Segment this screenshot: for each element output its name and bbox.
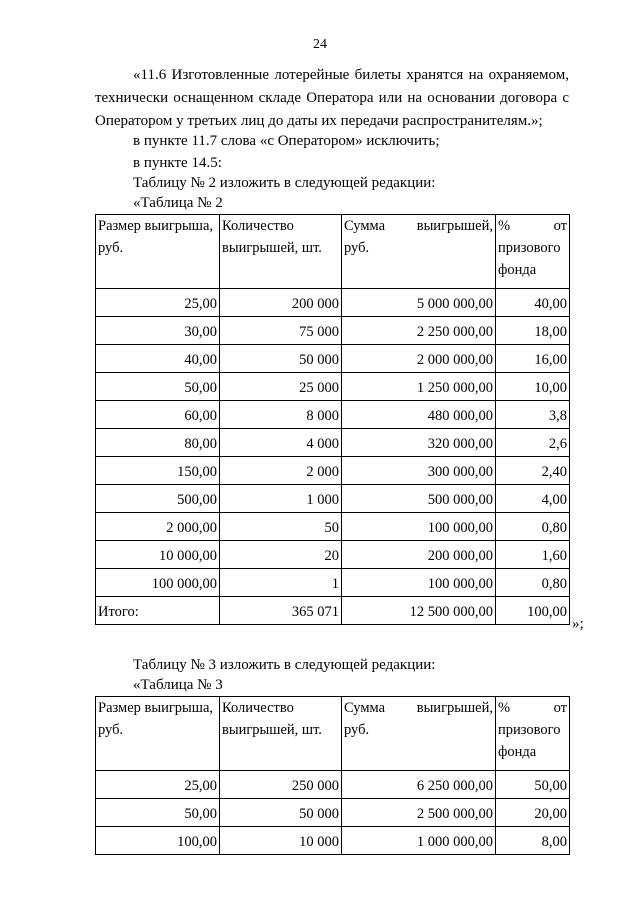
table2-title: «Таблица № 2 <box>133 195 223 211</box>
cell-sum: 1 250 000,00 <box>342 373 496 401</box>
table-header-row <box>96 697 570 771</box>
cell-size: 25,00 <box>96 289 220 317</box>
cell-pct: 0,80 <box>496 569 570 597</box>
cell-count: 2 000 <box>220 457 342 485</box>
cell-size: 50,00 <box>96 799 220 827</box>
cell-size: 40,00 <box>96 345 220 373</box>
header-count: Количество выигрышей, шт. <box>220 215 342 289</box>
cell-count: 50 000 <box>220 345 342 373</box>
cell-size: 80,00 <box>96 429 220 457</box>
header-pct-rest: призового фонда <box>498 240 561 278</box>
table3-intro: Таблицу № 3 изложить в следующей редакции: <box>133 657 436 673</box>
amendment-11-7: в пункте 11.7 слова «с Оператором» исключить; <box>133 133 440 149</box>
cell-count: 10 000 <box>220 827 342 855</box>
cell-pct: 3,8 <box>496 401 570 429</box>
header-pct-rest: призового фонда <box>498 722 561 760</box>
cell-sum: 100 000,00 <box>342 513 496 541</box>
cell-sum: 100 000,00 <box>342 569 496 597</box>
cell-sum: 480 000,00 <box>342 401 496 429</box>
table-row <box>96 401 570 429</box>
cell-size: 25,00 <box>96 771 220 799</box>
table-row <box>96 429 570 457</box>
header-sum-unit: руб. <box>344 722 370 738</box>
cell-sum: 1 000 000,00 <box>342 827 496 855</box>
cell-sum: 300 000,00 <box>342 457 496 485</box>
cell-sum: 2 500 000,00 <box>342 799 496 827</box>
cell-pct: 0,80 <box>496 513 570 541</box>
cell-pct: 1,60 <box>496 541 570 569</box>
header-pct-left: % <box>498 218 511 234</box>
cell-size: 60,00 <box>96 401 220 429</box>
total-pct: 100,00 <box>496 597 570 625</box>
cell-size: 30,00 <box>96 317 220 345</box>
table3-title: «Таблица № 3 <box>133 677 223 693</box>
cell-pct: 2,6 <box>496 429 570 457</box>
header-pct-right: от <box>553 218 567 234</box>
header-sum-left: Сумма <box>344 700 386 716</box>
prize-table-2 <box>95 214 570 625</box>
table-row <box>96 569 570 597</box>
header-sum <box>342 215 496 289</box>
total-count: 365 071 <box>220 597 342 625</box>
cell-count: 200 000 <box>220 289 342 317</box>
table2-intro: Таблицу № 2 изложить в следующей редакции: <box>133 175 436 191</box>
cell-count: 25 000 <box>220 373 342 401</box>
header-sum-right: выигрышей, <box>416 700 493 716</box>
table-header-row <box>96 215 570 289</box>
amendment-14-5: в пункте 14.5: <box>133 155 222 171</box>
page-number: 24 <box>313 37 327 52</box>
table-row <box>96 799 570 827</box>
cell-pct: 50,00 <box>496 771 570 799</box>
total-row <box>96 597 570 625</box>
cell-count: 50 <box>220 513 342 541</box>
cell-pct: 2,40 <box>496 457 570 485</box>
header-sum-left: Сумма <box>344 218 386 234</box>
paragraph-11-6: «11.6 Изготовленные лотерейные билеты хранятся на охраняемом, технически оснащенном складе Оператора или на основании договора с Оператором у третьих лиц до даты их передачи распространителям.»; <box>95 67 569 129</box>
cell-pct: 10,00 <box>496 373 570 401</box>
total-label: Итого: <box>96 597 220 625</box>
closing-quote: »; <box>572 616 584 632</box>
header-pct-right: от <box>553 700 567 716</box>
table-row <box>96 541 570 569</box>
cell-count: 250 000 <box>220 771 342 799</box>
cell-size: 100,00 <box>96 827 220 855</box>
table-row <box>96 289 570 317</box>
table-row <box>96 827 570 855</box>
header-pct-left: % <box>498 700 511 716</box>
cell-sum: 320 000,00 <box>342 429 496 457</box>
cell-count: 75 000 <box>220 317 342 345</box>
cell-pct: 18,00 <box>496 317 570 345</box>
cell-pct: 40,00 <box>496 289 570 317</box>
table-row <box>96 317 570 345</box>
cell-sum: 500 000,00 <box>342 485 496 513</box>
header-pct <box>496 215 570 289</box>
table-row <box>96 771 570 799</box>
cell-count: 1 <box>220 569 342 597</box>
cell-sum: 6 250 000,00 <box>342 771 496 799</box>
cell-size: 2 000,00 <box>96 513 220 541</box>
cell-count: 1 000 <box>220 485 342 513</box>
cell-size: 10 000,00 <box>96 541 220 569</box>
table-row <box>96 485 570 513</box>
table-row <box>96 513 570 541</box>
header-sum <box>342 697 496 771</box>
header-size: Размер выигрыша, руб. <box>96 697 220 771</box>
cell-size: 500,00 <box>96 485 220 513</box>
cell-sum: 2 250 000,00 <box>342 317 496 345</box>
cell-sum: 2 000 000,00 <box>342 345 496 373</box>
cell-pct: 4,00 <box>496 485 570 513</box>
header-count: Количество выигрышей, шт. <box>220 697 342 771</box>
cell-sum: 5 000 000,00 <box>342 289 496 317</box>
cell-count: 4 000 <box>220 429 342 457</box>
table-row <box>96 373 570 401</box>
cell-count: 50 000 <box>220 799 342 827</box>
cell-pct: 16,00 <box>496 345 570 373</box>
table-row <box>96 345 570 373</box>
cell-count: 20 <box>220 541 342 569</box>
cell-size: 100 000,00 <box>96 569 220 597</box>
table-row <box>96 457 570 485</box>
cell-count: 8 000 <box>220 401 342 429</box>
header-sum-right: выигрышей, <box>416 218 493 234</box>
cell-sum: 200 000,00 <box>342 541 496 569</box>
cell-size: 50,00 <box>96 373 220 401</box>
header-pct <box>496 697 570 771</box>
prize-table-3 <box>95 696 570 855</box>
cell-pct: 8,00 <box>496 827 570 855</box>
header-sum-unit: руб. <box>344 240 370 256</box>
header-size: Размер выигрыша, руб. <box>96 215 220 289</box>
cell-size: 150,00 <box>96 457 220 485</box>
cell-pct: 20,00 <box>496 799 570 827</box>
total-sum: 12 500 000,00 <box>342 597 496 625</box>
